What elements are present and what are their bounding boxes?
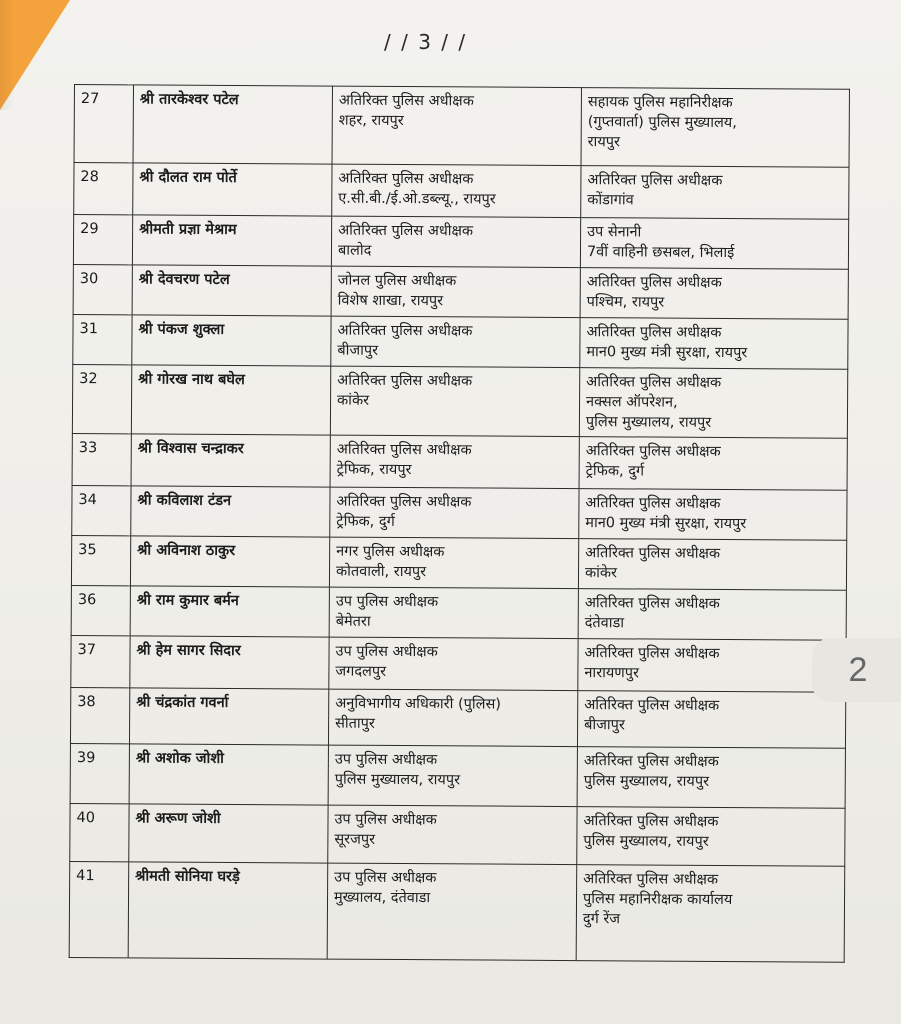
current-posting-line: अतिरिक्त पुलिस अधीक्षक	[336, 441, 472, 459]
serial-number-cell: 35	[71, 535, 130, 585]
current-posting-line: उप पुलिस अधीक्षक	[334, 811, 437, 829]
current-posting-line: जगदलपुर	[335, 663, 387, 680]
new-posting-cell	[581, 88, 849, 168]
serial-number-cell: 27	[74, 85, 133, 163]
current-posting-cell	[332, 164, 581, 218]
new-posting-line: पुलिस मुख्यालय, रायपुर	[583, 833, 709, 850]
table-row	[73, 314, 848, 369]
new-posting-cell	[580, 268, 848, 320]
table-row	[69, 861, 845, 962]
current-posting-cell	[329, 537, 578, 589]
new-posting-line: अतिरिक्त पुलिस अधीक्षक	[585, 495, 721, 512]
new-posting-cell	[578, 589, 846, 641]
table-row	[72, 433, 847, 490]
new-posting-cell	[577, 747, 845, 809]
officer-name-cell: श्री गोरख नाथ बघेल	[131, 365, 330, 435]
current-posting-line: पुलिस मुख्यालय, रायपुर	[334, 771, 461, 789]
current-posting-cell	[328, 805, 577, 865]
serial-number-cell: 29	[73, 215, 132, 265]
officer-name-cell: श्री विश्वास चन्द्राकर	[131, 434, 330, 487]
new-posting-line: बीजापुर	[584, 717, 625, 734]
officer-name-cell: श्री राम कुमार बर्मन	[130, 586, 329, 637]
new-posting-line: नक्सल ऑपरेशन,	[586, 394, 678, 411]
serial-number-cell: 28	[74, 163, 133, 215]
new-posting-line: अतिरिक्त पुलिस अधीक्षक	[584, 595, 720, 612]
new-posting-line: कांकेर	[584, 565, 618, 582]
new-posting-line: ट्रेफिक, दुर्ग	[585, 463, 645, 480]
current-posting-line: ट्रेफिक, रायपुर	[336, 461, 412, 479]
table-row	[70, 743, 845, 808]
current-posting-line: सूरजपुर	[334, 831, 376, 848]
serial-number-cell: 37	[71, 635, 130, 687]
new-posting-line: उप सेनानी	[587, 224, 642, 241]
current-posting-line: कोतवाली, रायपुर	[335, 563, 427, 581]
new-posting-line: नारायणपुर	[584, 665, 640, 682]
current-posting-cell	[331, 216, 580, 268]
new-posting-line: अतिरिक्त पुलिस अधीक्षक	[586, 324, 722, 341]
current-posting-cell	[329, 587, 578, 639]
table-row	[73, 215, 848, 270]
new-posting-cell	[577, 691, 845, 749]
current-posting-cell	[329, 637, 578, 691]
new-posting-line: अतिरिक्त पुलिस अधीक्षक	[583, 871, 719, 888]
officer-name-cell: श्री देवचरण पटेल	[132, 265, 331, 316]
table-row	[73, 264, 848, 319]
officer-name-cell: श्री दौलत राम पोर्ते	[133, 163, 332, 216]
serial-number-cell: 40	[70, 803, 129, 861]
current-posting-line: अतिरिक्त पुलिस अधीक्षक	[338, 170, 474, 188]
current-posting-line: अतिरिक्त पुलिस अधीक्षक	[337, 322, 473, 340]
current-posting-line: उप पुलिस अधीक्षक	[334, 869, 437, 887]
new-posting-line: अतिरिक्त पुलिस अधीक्षक	[583, 813, 719, 830]
table-body	[69, 85, 849, 963]
current-posting-line: अतिरिक्त पुलिस अधीक्षक	[336, 493, 472, 511]
current-posting-line: ए.सी.बी./ई.ओ.डब्ल्यू., रायपुर	[338, 190, 496, 208]
current-posting-cell	[330, 435, 579, 489]
new-posting-line: सहायक पुलिस महानिरीक्षक	[587, 94, 733, 112]
officer-name-cell: श्री अविनाश ठाकुर	[130, 536, 329, 587]
serial-number-cell: 32	[72, 364, 131, 433]
current-posting-line: अतिरिक्त पुलिस अधीक्षक	[337, 372, 473, 390]
current-posting-line: बालोद	[337, 242, 372, 259]
current-posting-cell	[331, 316, 580, 368]
current-posting-line: जोनल पुलिस अधीक्षक	[337, 272, 457, 290]
current-posting-line: बेमेतरा	[335, 613, 371, 630]
transfer-order-table	[69, 84, 850, 963]
current-posting-line: अनुविभागीय अधिकारी (पुलिस)	[335, 695, 501, 713]
page-number: / / 3 / /	[384, 30, 468, 54]
current-posting-cell	[330, 487, 579, 539]
new-posting-line: मान0 मुख्य मंत्री सुरक्षा, रायपुर	[586, 344, 748, 362]
new-posting-line: पुलिस महानिरीक्षक कार्यालय	[582, 891, 733, 909]
new-posting-cell	[579, 368, 847, 439]
current-posting-line: नगर पुलिस अधीक्षक	[336, 543, 445, 561]
current-posting-cell	[330, 366, 579, 437]
current-posting-cell	[328, 689, 577, 747]
current-posting-cell	[331, 266, 580, 318]
new-posting-line: अतिरिक्त पुलिस अधीक्षक	[584, 645, 720, 662]
new-posting-line: दुर्ग रेंज	[582, 911, 621, 928]
new-posting-cell	[578, 639, 846, 693]
page-indicator-badge[interactable]: 2	[812, 638, 901, 702]
table-row	[71, 585, 846, 640]
new-posting-line: अतिरिक्त पुलिस अधीक्षक	[585, 545, 721, 562]
new-posting-line: पश्चिम, रायपुर	[586, 294, 665, 311]
officer-name-cell: श्री कविलाश टंडन	[131, 486, 330, 537]
officer-name-cell: श्री अशोक जोशी	[129, 744, 328, 805]
table-row	[74, 85, 849, 168]
officer-name-cell: श्री पंकज शुक्ला	[132, 315, 331, 366]
new-posting-line: कोंडागांव	[587, 192, 634, 209]
current-posting-cell	[328, 745, 577, 807]
current-posting-line: उप पुलिस अधीक्षक	[334, 751, 438, 769]
officer-name-cell: श्री चंद्रकांत गवर्ना	[129, 688, 328, 745]
serial-number-cell: 34	[72, 485, 131, 535]
new-posting-cell	[578, 539, 846, 591]
new-posting-cell	[580, 318, 848, 370]
serial-number-cell: 33	[72, 433, 131, 485]
current-posting-line: मुख्यालय, दंतेवाडा	[333, 889, 431, 907]
officer-name-cell: श्रीमती सोनिया घरड़े	[128, 862, 328, 959]
new-posting-line: अतिरिक्त पुलिस अधीक्षक	[587, 172, 723, 189]
current-posting-line: कांकेर	[337, 392, 370, 409]
current-posting-line: ट्रेफिक, दुर्ग	[336, 513, 395, 530]
new-posting-line: अतिरिक्त पुलिस अधीक्षक	[584, 697, 720, 714]
serial-number-cell: 36	[71, 585, 130, 635]
serial-number-cell: 39	[70, 743, 129, 803]
current-posting-cell	[332, 86, 581, 166]
serial-number-cell: 31	[73, 314, 132, 364]
officer-name-cell: श्री तारकेश्वर पटेल	[133, 85, 332, 164]
new-posting-line: पुलिस मुख्यालय, रायपुर	[585, 414, 712, 431]
table-row	[72, 364, 847, 438]
new-posting-cell	[580, 218, 848, 270]
table-row	[70, 803, 845, 866]
current-posting-line: उप पुलिस अधीक्षक	[335, 593, 439, 611]
current-posting-line: उप पुलिस अधीक्षक	[335, 643, 438, 661]
new-posting-cell	[577, 807, 845, 867]
new-posting-line: (गुप्तवार्ता) पुलिस मुख्यालय,	[587, 114, 737, 132]
current-posting-line: विशेष शाखा, रायपुर	[337, 292, 444, 310]
new-posting-line: अतिरिक्त पुलिस अधीक्षक	[585, 443, 721, 460]
serial-number-cell: 30	[73, 264, 132, 314]
current-posting-line: अतिरिक्त पुलिस अधीक्षक	[338, 222, 474, 240]
serial-number-cell: 41	[69, 861, 129, 957]
new-posting-line: मान0 मुख्य मंत्री सुरक्षा, रायपुर	[585, 515, 747, 533]
current-posting-line: अतिरिक्त पुलिस अधीक्षक	[338, 92, 474, 110]
table-row	[72, 485, 847, 540]
officer-name-cell: श्री अरूण जोशी	[129, 804, 328, 863]
corner-shadow	[0, 0, 14, 110]
table-row	[74, 163, 849, 220]
new-posting-line: पुलिस मुख्यालय, रायपुर	[583, 773, 710, 790]
new-posting-line: दंतेवाडा	[584, 615, 625, 632]
table-row	[70, 687, 845, 748]
current-posting-line: सीतापुर	[335, 715, 375, 732]
current-posting-cell	[327, 863, 577, 961]
new-posting-line: अतिरिक्त पुलिस अधीक्षक	[586, 274, 722, 291]
new-posting-cell	[579, 437, 847, 491]
serial-number-cell: 38	[70, 687, 129, 743]
officer-name-cell: श्रीमती प्रज्ञा मेश्राम	[132, 215, 331, 266]
new-posting-line: रायपुर	[587, 134, 620, 151]
new-posting-cell	[576, 865, 845, 963]
officer-name-cell: श्री हेम सागर सिदार	[130, 636, 329, 689]
table-row	[71, 635, 846, 692]
table-row	[71, 535, 846, 590]
new-posting-line: अतिरिक्त पुलिस अधीक्षक	[586, 374, 722, 391]
new-posting-line: अतिरिक्त पुलिस अधीक्षक	[583, 753, 719, 770]
new-posting-cell	[579, 489, 847, 541]
current-posting-line: बीजापुर	[337, 342, 379, 359]
new-posting-cell	[581, 166, 849, 220]
new-posting-line: 7वीं वाहिनी छसबल, भिलाई	[586, 244, 735, 262]
current-posting-line: शहर, रायपुर	[338, 112, 404, 130]
